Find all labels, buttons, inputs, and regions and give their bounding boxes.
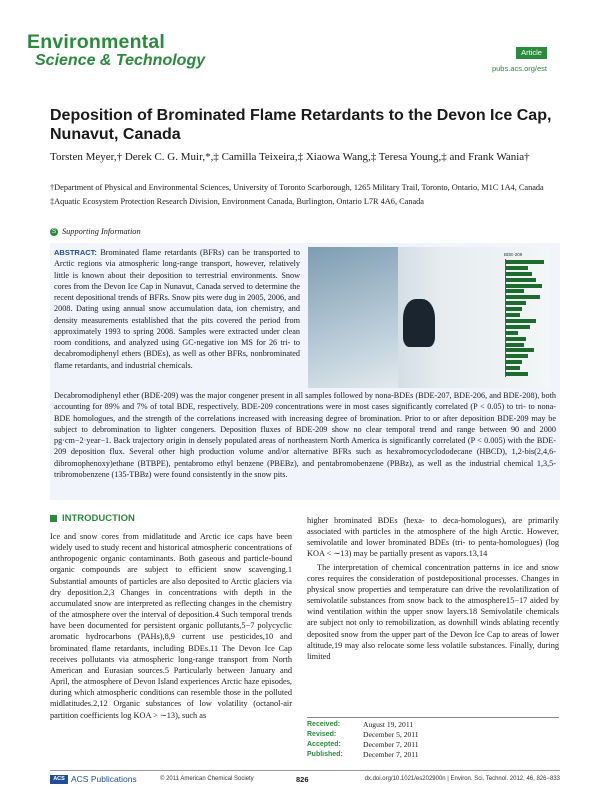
abstract-part-1 bbox=[54, 247, 300, 371]
logo-line-2: Science & Technology bbox=[35, 52, 206, 69]
supporting-info-link[interactable] bbox=[50, 227, 141, 236]
bar-2 bbox=[506, 272, 532, 276]
bar-0 bbox=[506, 260, 544, 264]
intro-right-column bbox=[307, 515, 559, 662]
snow-pit-hole bbox=[403, 299, 435, 347]
article-title: Deposition of Brominated Flame Retardants to the Devon Ice Cap, Nunavut, Canada bbox=[50, 107, 552, 143]
acs-logo-icon: ACS bbox=[50, 775, 68, 784]
bar-15 bbox=[506, 348, 534, 352]
bar-18 bbox=[506, 366, 520, 370]
affiliation-1: †Department of Physical and Environmental Sciences, University of Toronto Scarborough, 1265 Military Trail, Toronto, Ontario, M1C 1A4, Canada bbox=[50, 183, 544, 192]
intro-left-column: Ice and snow cores from midlatitude and Arctic ice caps have been widely used to study recent and historical atmospheric concentrations of anthropogenic organic contaminants. Both gaseous and particle-bound organic compounds are subject to efficient snow scavenging.1 Substantial amounts of particles are also deposited to Arctic glaciers via dry deposition.2,3 Changes in concentrations with depth in the accumulated snow are interpreted as reflecting changes in the chemistry of the atmosphere over the interval of deposition.4 Such temporal trends have been documented for persistent organic pollutants,5−7 polycyclic aromatic hydrocarbons (PAHs),8,9 current use pesticides,10 and brominated flame retardants, including BDEs.11 The Devon Ice Cap receives pollutants via atmospheric long-range transport from North American and Eurasian sources.5 Particularly between January and April, the atmosphere of Devon Island experiences Arctic haze episodes, during which atmospheric conditions can resemble those in the polluted midlatitudes.2,12 Organic substances of low volatility (octanol-air partition coefficients log KOA > ∼13), such as bbox=[50, 532, 292, 720]
abstract-box bbox=[50, 243, 560, 500]
logo-line-1: Environmental bbox=[27, 31, 166, 53]
article-badge: Article bbox=[516, 47, 547, 59]
affiliations bbox=[50, 182, 560, 210]
footer-divider bbox=[50, 770, 560, 771]
author-list: Torsten Meyer,† Derek C. G. Muir,*,‡ Camilla Teixeira,‡ Xiaowa Wang,‡ Teresa Young,‡ and Frank Wania† bbox=[50, 151, 530, 163]
bar-7 bbox=[506, 301, 526, 305]
section-square-icon bbox=[50, 515, 57, 522]
abstract-text-1: Brominated flame retardants (BFRs) can be transported to Arctic regions via atmospheric long-range transport, however, relatively little is known about their deposition to terrestrial environments. Snow cores from the Devon Ice Cap in Nunavut, Canada served to determine the recent depositional trends of BFRs. Snow pits were dug in 2005, 2006, and 2008. Dating using annual snow accumulation data, ion chemistry, and density measurements established that the pits covered the period from approximately 1993 to spring 2008. Samples were extracted under clean room conditions, and analyzed using GC-negative ion MS for 26 tri- to decabromodiphenyl ethers (BDEs), as well as other BFRs, nonbrominated flame retardants, and industrial chemicals. bbox=[54, 248, 300, 370]
abstract-text-2: Decabromodiphenyl ether (BDE-209) was the major congener present in all samples followed by nona-BDEs (BDE-207, BDE-206, and BDE-208), both accounting for 89% and 7% of total BDE, respectively. BDE-209 concentrations were in most cases significantly correlated (P < 0.05) to tri- to nona-BDE homologues, and the strength of the correlations increased with increasing degree of bromination. Prior to or after deposition BDE-209 may be subject to debromination to lighter congeners. Deposition fluxes of BDE-209 show no clear temporal trend and range between 90 and 2000 pg·cm−2·year−1. Back trajectory origin in densely populated areas of northeastern North America is significantly correlated (P < 0.005) with the BDE-209 deposition flux. Several other high production volume and/or alternative BFRs such as hexabromocyclododecane (HBCD), 1,2-bis(2,4,6-dibromophenoxy)ethane (BTBPE), pentabromo ethyl benzene (PBEBz), and pentabromobenzene (PBBz), as well as the industrial chemical 1,3,5-tribromobenzene (135-TBBz) were found consistently in the snow pits. bbox=[54, 391, 556, 479]
supporting-info-icon: S bbox=[51, 227, 57, 235]
dates-divider bbox=[307, 717, 559, 718]
date-accepted: Accepted: December 7, 2011 bbox=[307, 740, 419, 749]
bar-16 bbox=[506, 354, 528, 358]
bar-6 bbox=[506, 295, 540, 299]
journal-website-link[interactable]: pubs.acs.org/est bbox=[491, 64, 547, 73]
bar-5 bbox=[506, 289, 524, 293]
abstract-label: ABSTRACT: bbox=[54, 248, 97, 257]
bar-12 bbox=[506, 331, 518, 335]
date-published: Published: December 7, 2011 bbox=[307, 750, 419, 759]
page-number: 826 bbox=[296, 775, 309, 784]
copyright: © 2011 American Chemical Society bbox=[160, 776, 254, 782]
acs-publications-logo[interactable] bbox=[50, 774, 137, 784]
intro-heading bbox=[50, 513, 135, 524]
toc-graphic bbox=[308, 247, 550, 388]
bar-chart bbox=[505, 259, 547, 377]
publication-dates bbox=[307, 720, 419, 760]
intro-right-paragraph-1: higher brominated BDEs (hexa- to deca-homologues), are primarily associated with particles in the atmosphere of the high Arctic. However, semivolatile and lower brominated BDEs (tri- to penta-homologues) (log KOA < ∼13) may be partially present as vapors.13,14 bbox=[307, 516, 559, 559]
bar-13 bbox=[506, 337, 526, 341]
intro-heading-text: INTRODUCTION bbox=[62, 513, 135, 524]
bar-chart-label: BDE-209 bbox=[504, 252, 523, 257]
supporting-info-label: Supporting Information bbox=[62, 227, 141, 236]
bar-10 bbox=[506, 319, 536, 323]
acs-publications-text: ACS Publications bbox=[71, 774, 137, 784]
bar-8 bbox=[506, 307, 522, 311]
date-received: Received: August 19, 2011 bbox=[307, 720, 414, 729]
bar-11 bbox=[506, 325, 530, 329]
date-revised: Revised: December 5, 2011 bbox=[307, 730, 419, 739]
affiliation-2: ‡Aquatic Ecosystem Protection Research Division, Environment Canada, Burlington, Ontario L7R 4A6, Canada bbox=[50, 197, 424, 206]
bar-19 bbox=[506, 372, 528, 376]
bar-4 bbox=[506, 284, 542, 288]
bar-1 bbox=[506, 266, 528, 270]
bar-14 bbox=[506, 343, 524, 347]
snow-wall-shape bbox=[308, 247, 398, 388]
bar-17 bbox=[506, 360, 522, 364]
doi-citation[interactable]: dx.doi.org/10.1021/es202900n | Environ. Sci. Technol. 2012, 46, 826−833 bbox=[364, 776, 560, 782]
intro-right-paragraph-2: The interpretation of chemical concentration patterns in ice and snow cores requires the consideration of postdepositional processes. Changes in physical snow properties and temperature can drive the revolatilization of semivolatile substances from snow back to the atmosphere15−17 aided by wind ventilation within the upper snow layers.18 Semivolatile chemicals are subject not only to remobilization, as downhill winds ablating recently deposited snow from the upper part of the Devon Ice Cap to areas of lower altitude,19 may also relocate some less volatile substances. Finally, during limited bbox=[307, 562, 559, 661]
journal-logo bbox=[27, 32, 217, 78]
bar-3 bbox=[506, 278, 536, 282]
bar-9 bbox=[506, 313, 520, 317]
